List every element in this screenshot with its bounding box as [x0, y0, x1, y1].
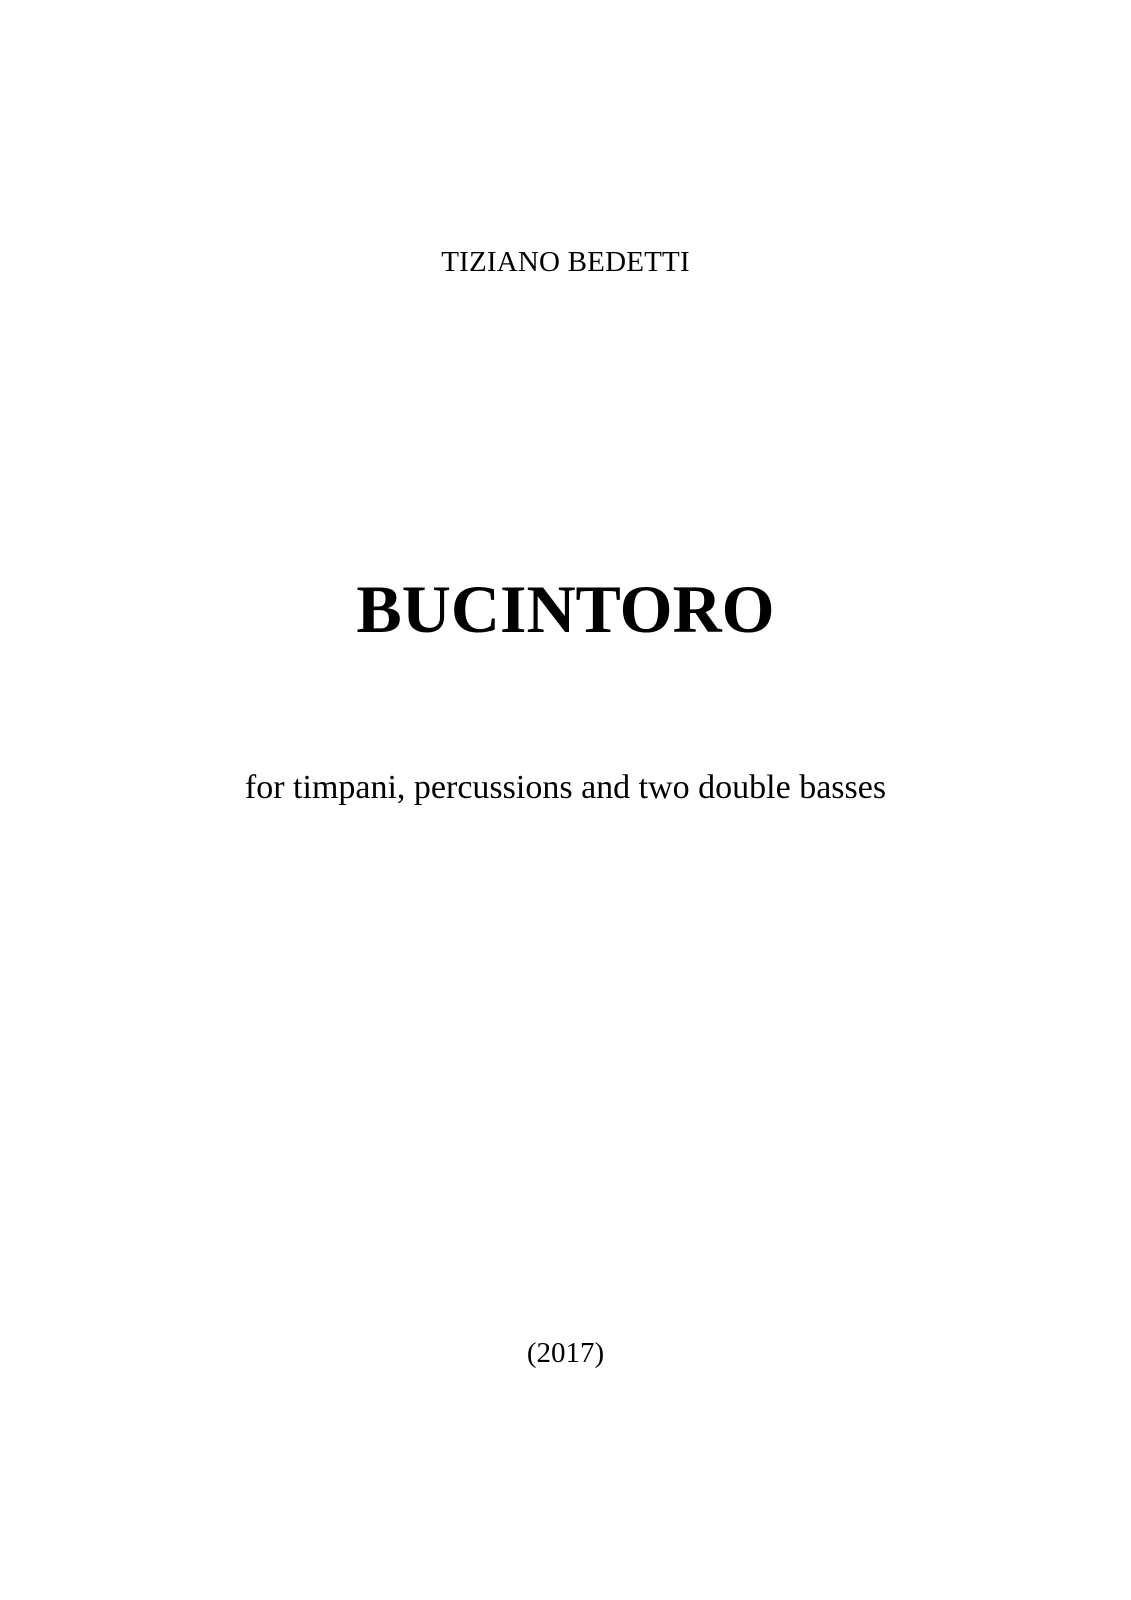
- work-title: BUCINTORO: [356, 571, 775, 647]
- composition-year: (2017): [526, 1337, 605, 1369]
- instrumentation-line: for timpani, percussions and two double basses: [244, 769, 887, 806]
- composer-name: TIZIANO BEDETTI: [441, 246, 690, 278]
